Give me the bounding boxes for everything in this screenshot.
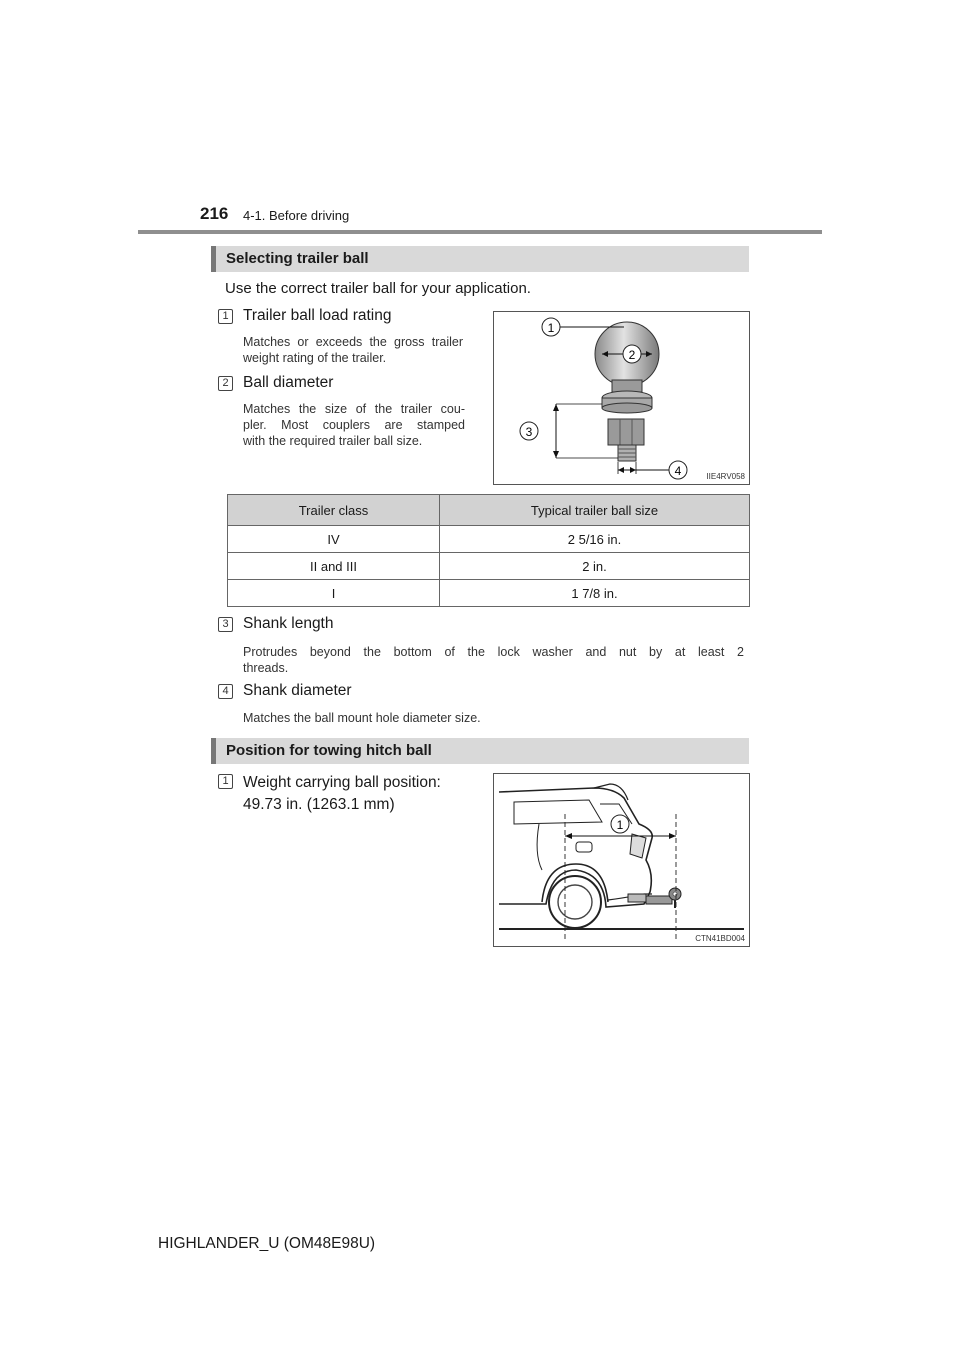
section-header-selecting-trailer-ball: Selecting trailer ball	[211, 246, 749, 272]
table-row	[228, 580, 750, 607]
hitch-position-figure	[493, 773, 750, 947]
item-title-ball-diameter: Ball diameter	[243, 374, 334, 391]
desc-line: threads.	[243, 661, 289, 675]
table-cell-class: II and III	[228, 553, 440, 580]
item-desc-load-rating: Matches or exceeds the gross trailer weight rating of the trailer.	[243, 335, 463, 365]
ball-position-label: Weight carrying ball position:	[243, 774, 441, 791]
table-row	[228, 553, 750, 580]
table-cell-class: IV	[228, 526, 440, 553]
document-footer: HIGHLANDER_U (OM48E98U)	[158, 1235, 376, 1252]
item-title-ball-position	[243, 772, 441, 816]
trailer-ball-illustration	[494, 312, 749, 484]
desc-line: pler. Most couplers are stamped	[243, 418, 465, 432]
svg-text:1: 1	[616, 818, 624, 832]
item-title-shank-length: Shank length	[243, 615, 334, 632]
table-cell-size: 2 5/16 in.	[440, 526, 750, 553]
svg-text:2: 2	[628, 348, 636, 362]
vehicle-rear-illustration	[494, 774, 749, 946]
table-cell-size: 1 7/8 in.	[440, 580, 750, 607]
trailer-ball-figure	[493, 311, 750, 485]
section-intro: Use the correct trailer ball for your application.	[225, 280, 531, 297]
callout-1	[611, 815, 629, 833]
table-header-row	[228, 495, 750, 526]
section-header-towing-hitch-position: Position for towing hitch ball	[211, 738, 749, 764]
ball-position-value: 49.73 in. (1263.1 mm)	[243, 796, 395, 813]
item-number-badge: 2	[218, 376, 233, 391]
figure-code: CTN41BD004	[695, 934, 745, 943]
desc-line: Matches the size of the trailer cou-	[243, 402, 465, 416]
desc-line: with the required trailer ball size.	[243, 434, 423, 448]
callout-1	[542, 318, 560, 336]
table-cell-class: I	[228, 580, 440, 607]
table-row	[228, 526, 750, 553]
item-number-badge: 1	[218, 309, 233, 324]
callout-2	[623, 345, 641, 363]
table-header-trailer-class: Trailer class	[228, 495, 440, 526]
callout-4	[669, 461, 687, 479]
table-cell-size: 2 in.	[440, 553, 750, 580]
page-number: 216	[200, 204, 229, 223]
desc-line: Protrudes beyond the bottom of the lock washer and nut by at least 2	[243, 645, 744, 659]
callout-3	[520, 422, 538, 440]
svg-text:4: 4	[674, 464, 682, 478]
svg-text:3: 3	[525, 425, 533, 439]
item-desc-ball-diameter	[243, 401, 465, 449]
item-number-badge: 3	[218, 617, 233, 632]
item-desc-shank-diameter: Matches the ball mount hole diameter size.	[243, 711, 481, 725]
item-number-badge: 4	[218, 684, 233, 699]
chapter-title: 4-1. Before driving	[243, 208, 350, 223]
item-title-load-rating: Trailer ball load rating	[243, 307, 392, 324]
item-title-shank-diameter: Shank diameter	[243, 682, 352, 699]
item-number-badge: 1	[218, 774, 233, 789]
figure-code: IIE4RV058	[706, 472, 745, 481]
trailer-ball-size-table	[227, 494, 750, 607]
header-rule	[138, 230, 822, 234]
svg-text:1: 1	[547, 321, 555, 335]
item-desc-shank-length	[243, 644, 744, 676]
table-header-ball-size: Typical trailer ball size	[440, 495, 750, 526]
